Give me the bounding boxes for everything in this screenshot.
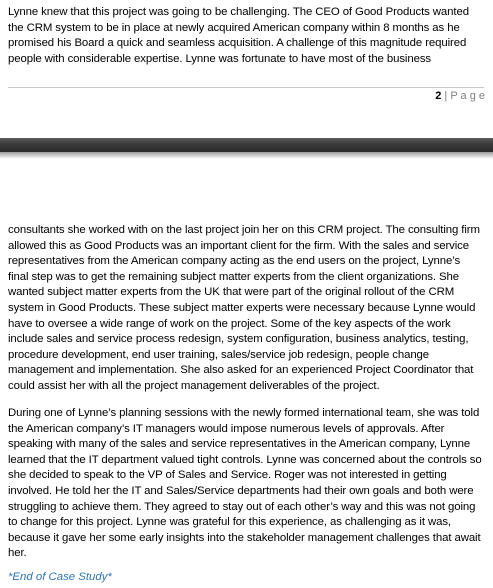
footer-divider bbox=[8, 87, 484, 88]
page-footer bbox=[435, 90, 485, 102]
body-paragraph: consultants she worked with on the last project join her on this CRM project. The consulting firm allowed this as Good Products was an important client for the firm. With the sales and service representatives from the American company acting as the end users on the project, Lynne’s final step was to get the remaining subject matter experts from the client organizations. She wanted subject matter experts from the UK that were part of the original rollout of the CRM system in Good Products. These subject matter experts were necessary because Lynne would have to oversee a wide range of work on the project. Some of the key aspects of the work include sales and service process redesign, system configuration, business analytics, testing, procedure development, end user training, sales/service job redesign, people change management and implementation. She also asked for an experienced Project Coordinator that could assist her with all the project management deliverables of the project. bbox=[8, 224, 480, 392]
page-label: P a g e bbox=[450, 90, 485, 102]
page-number-separator: | bbox=[441, 90, 451, 102]
body-paragraph: Lynne knew that this project was going to be challenging. The CEO of Good Products wanted the CRM system to be in place at newly acquired American company within 8 months as he promised his Board a quick and seamless acquisition. A challenge of this magnitude required people with considerable expertise. Lynne was fortunate to have most of the business bbox=[8, 6, 469, 65]
page-break-gap bbox=[0, 138, 493, 152]
page-number: 2 bbox=[435, 90, 442, 102]
document-page-2-bottom bbox=[0, 0, 493, 138]
body-paragraph: During one of Lynne’s planning sessions with the newly formed international team, she was told the American company’s IT managers would impose numerous levels of approvals. After speaking with many of the sales and service representatives in the American company, Lynne learned that the IT department valued tight controls. Lynne was concerned about the controls so she decided to speak to the VP of Sales and Service. Roger was not interested in getting involved. He told her the IT and Sales/Service departments had their own goals and both were struggling to achieve them. They agreed to stay out of each other’s way and this was not going to change for this project. Lynne was grateful for this experience, as challenging as it was, because it gave her some early insights into the stakeholder management challenges that await her. bbox=[8, 407, 482, 560]
end-of-case-study-note: *End of Case Study* bbox=[8, 571, 112, 583]
page-shadow bbox=[0, 152, 493, 159]
document-page-3-top bbox=[0, 152, 493, 588]
